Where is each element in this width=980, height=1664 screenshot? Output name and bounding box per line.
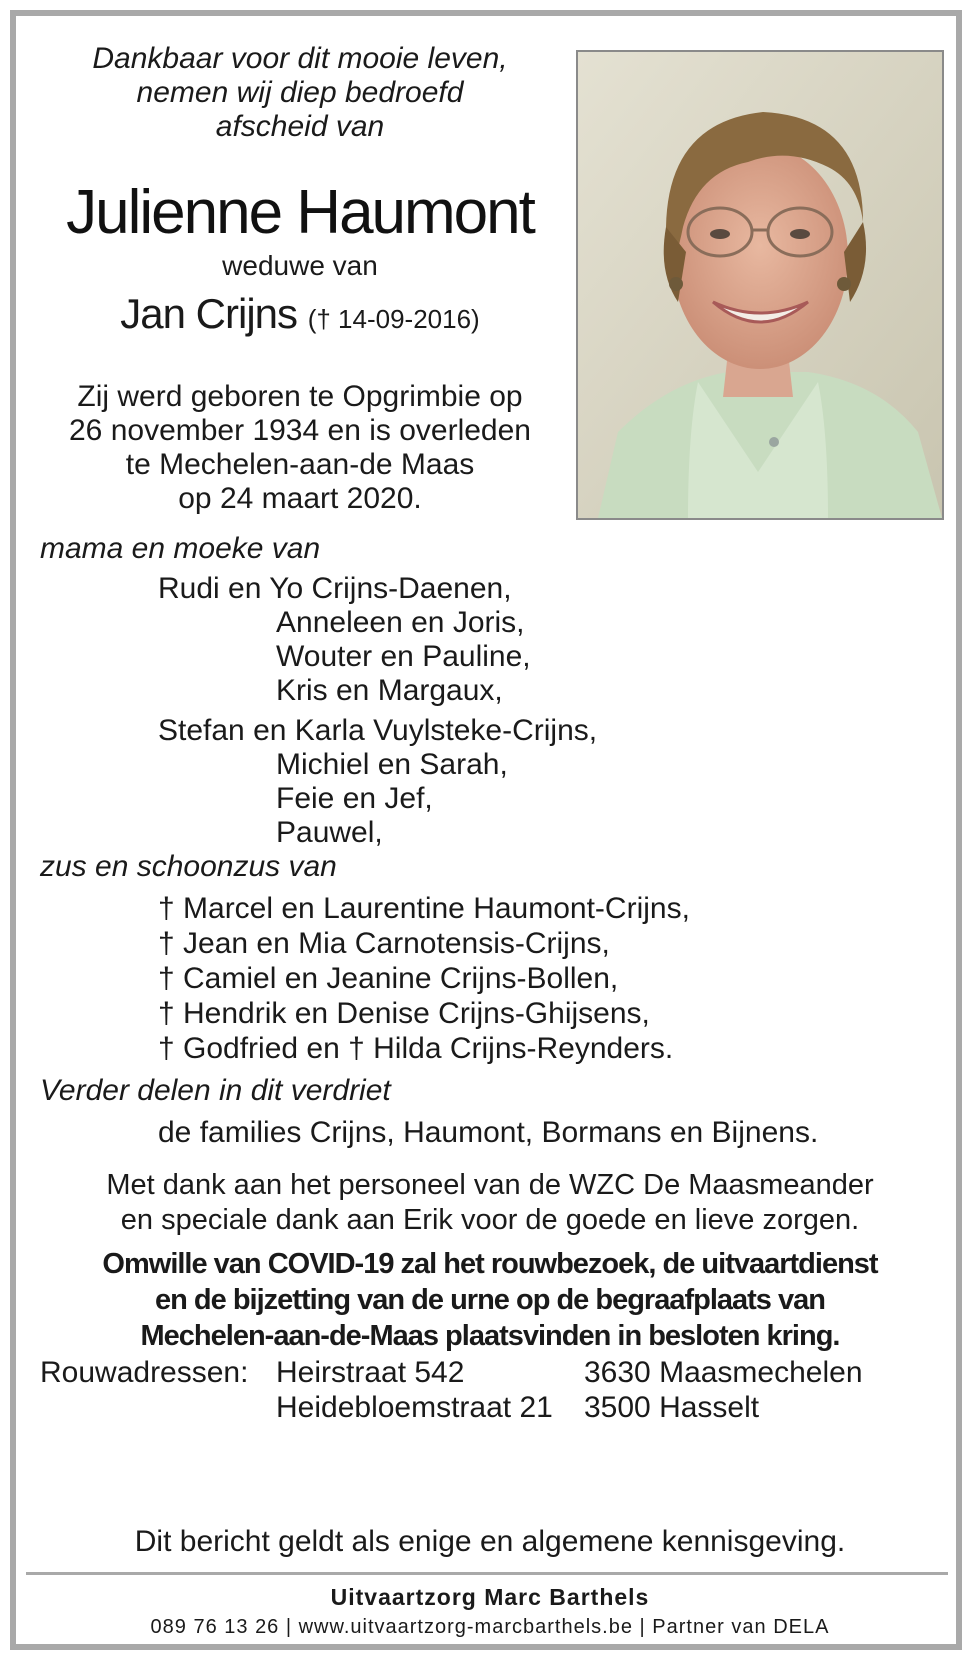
grandchild-4: Michiel en Sarah, — [276, 748, 508, 781]
intro-line-2: nemen wij diep bedroefd — [136, 76, 464, 109]
birth-line-1: Zij werd geboren te Opgrimbie op — [77, 380, 523, 413]
address-2-street: Heidebloemstraat 21 — [276, 1391, 553, 1424]
address-2-city: 3500 Hasselt — [584, 1391, 760, 1424]
children-group-2-parents: Stefan en Karla Vuylsteke-Crijns, — [158, 714, 598, 747]
footer-divider — [26, 1572, 948, 1575]
spouse-death-date: († 14-09-2016) — [307, 304, 480, 334]
deceased-name: Julienne Haumont — [66, 178, 534, 247]
covid-line-1: Omwille van COVID-19 zal het rouwbezoek, de uitvaartdienst — [102, 1248, 878, 1280]
birth-line-2: 26 november 1934 en is overleden — [69, 414, 531, 447]
siblings-heading: zus en schoonzus van — [40, 850, 337, 883]
funeral-home-contact: 089 76 13 26 | www.uitvaartzorg-marcbarthels.be | Partner van DELA — [150, 1616, 830, 1638]
grandchild-5: Feie en Jef, — [276, 782, 433, 815]
thanks-line-2: en speciale dank aan Erik voor de goede en lieve zorgen. — [120, 1204, 860, 1236]
grandchild-2: Wouter en Pauline, — [276, 640, 531, 673]
portrait-illustration — [578, 52, 942, 518]
sibling-3: † Camiel en Jeanine Crijns-Bollen, — [158, 962, 619, 995]
spouse-line — [40, 290, 560, 338]
addresses-label: Rouwadressen: — [40, 1356, 249, 1389]
grief-families: de families Crijns, Haumont, Bormans en Bijnens. — [158, 1116, 819, 1149]
general-notice: Dit bericht geldt als enige en algemene kennisgeving. — [134, 1525, 846, 1558]
spouse-name: Jan Crijns — [120, 290, 298, 337]
children-group-1-parents: Rudi en Yo Crijns-Daenen, — [158, 572, 512, 605]
funeral-home-name: Uitvaartzorg Marc Barthels — [330, 1584, 650, 1610]
grandchild-1: Anneleen en Joris, — [276, 606, 525, 639]
covid-line-2: en de bijzetting van de urne op de begraafplaats van — [155, 1284, 825, 1316]
address-1-street: Heirstraat 542 — [276, 1356, 465, 1389]
intro-line-3: afscheid van — [215, 110, 385, 143]
children-heading: mama en moeke van — [40, 532, 321, 565]
sibling-4: † Hendrik en Denise Crijns-Ghijsens, — [158, 997, 650, 1030]
birth-line-4: op 24 maart 2020. — [178, 482, 422, 515]
address-1-city: 3630 Maasmechelen — [584, 1356, 863, 1389]
sibling-2: † Jean en Mia Carnotensis-Crijns, — [158, 927, 610, 960]
portrait-photo — [576, 50, 944, 520]
sibling-5: † Godfried en † Hilda Crijns-Reynders. — [158, 1032, 674, 1065]
intro-line-1: Dankbaar voor dit mooie leven, — [92, 42, 508, 75]
sibling-1: † Marcel en Laurentine Haumont-Crijns, — [158, 892, 690, 925]
covid-line-3: Mechelen-aan-de-Maas plaatsvinden in besloten kring. — [140, 1320, 840, 1352]
widow-of-label: weduwe van — [222, 250, 378, 281]
thanks-line-1: Met dank aan het personeel van de WZC De Maasmeander — [106, 1169, 874, 1201]
grandchild-3: Kris en Margaux, — [276, 674, 503, 707]
grandchild-6: Pauwel, — [276, 816, 383, 849]
birth-line-3: te Mechelen-aan-de Maas — [125, 448, 475, 481]
grief-heading: Verder delen in dit verdriet — [40, 1074, 391, 1107]
